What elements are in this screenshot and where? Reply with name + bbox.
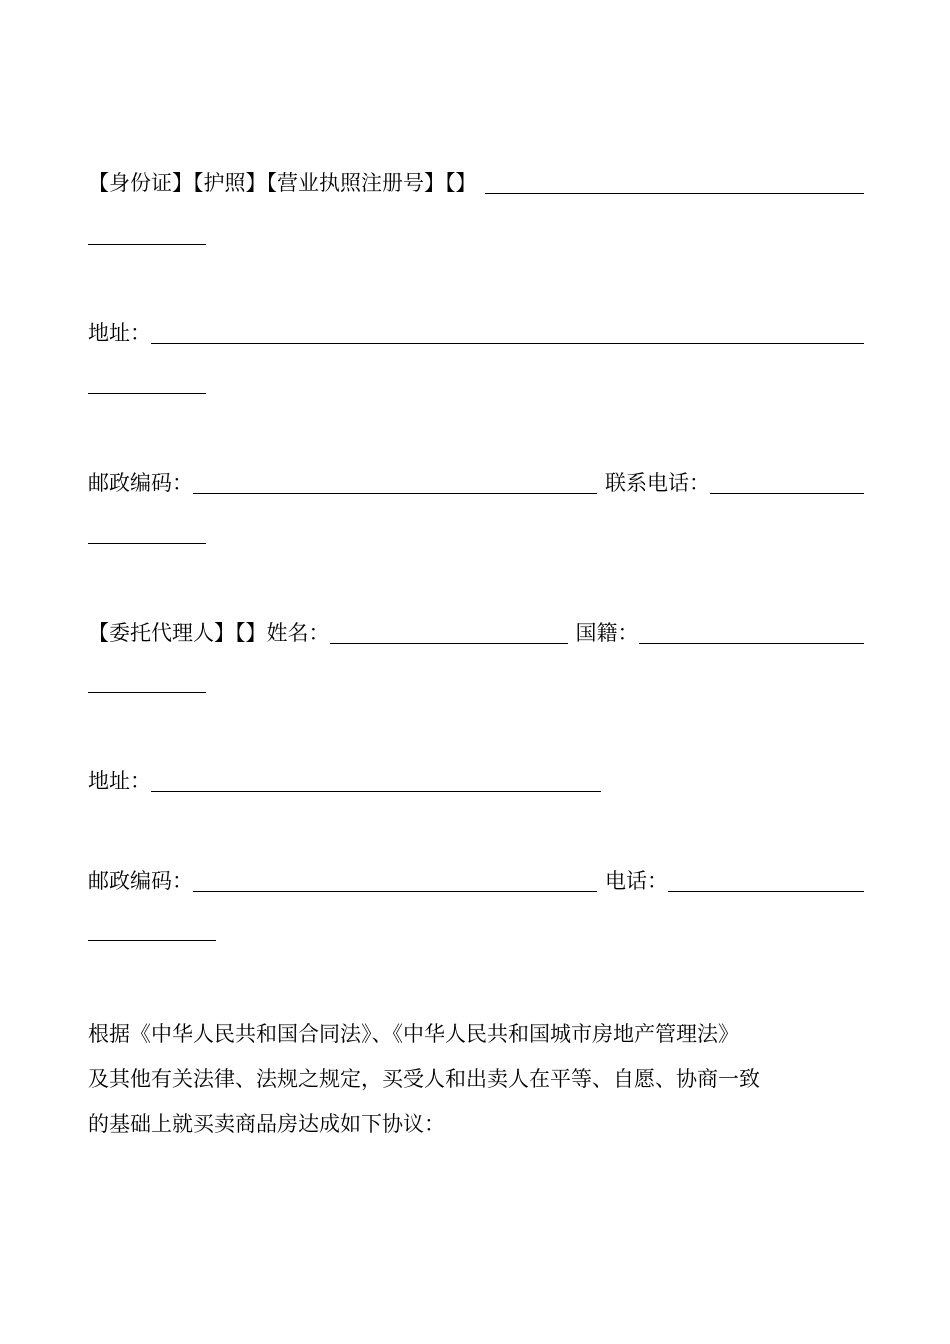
- postal-phone-row: [88, 464, 864, 498]
- agreement-line: 的基础上就买卖商品房达成如下协议：: [88, 1112, 445, 1136]
- address-label: 地址：: [88, 321, 151, 345]
- agent-address-field[interactable]: [151, 767, 601, 792]
- address-field-continuation[interactable]: [88, 393, 206, 394]
- agent-row: [88, 614, 864, 648]
- contact-phone-label: 联系电话：: [605, 471, 710, 495]
- agent-phone-field-continuation[interactable]: [88, 940, 216, 941]
- agent-postal-phone-row: [88, 862, 864, 896]
- address-field[interactable]: [151, 319, 864, 344]
- agreement-paragraph: [88, 1012, 868, 1147]
- nationality-field[interactable]: [639, 619, 865, 644]
- id-number-field-continuation[interactable]: [88, 244, 206, 245]
- nationality-field-continuation[interactable]: [88, 692, 206, 693]
- agent-postal-code-label: 邮政编码：: [88, 869, 193, 893]
- postal-code-label: 邮政编码：: [88, 471, 193, 495]
- postal-code-field[interactable]: [193, 469, 597, 494]
- agent-name-field[interactable]: [330, 619, 568, 644]
- agent-address-row: [88, 762, 864, 796]
- id-document-row: [88, 164, 864, 198]
- contact-phone-field-continuation[interactable]: [88, 543, 206, 544]
- agent-phone-label: 电话：: [605, 869, 668, 893]
- nationality-label: 国籍：: [575, 621, 639, 645]
- address-row: [88, 314, 864, 348]
- agreement-line: 根据《中华人民共和国合同法》、《中华人民共和国城市房地产管理法》: [88, 1022, 739, 1046]
- agent-address-label: 地址：: [88, 769, 151, 793]
- agreement-line: 及其他有关法律、法规之规定，买受人和出卖人在平等、自愿、协商一致: [88, 1067, 760, 1091]
- contact-phone-field[interactable]: [710, 469, 864, 494]
- id-number-field[interactable]: [485, 169, 865, 194]
- agent-phone-field[interactable]: [668, 867, 864, 892]
- agent-postal-code-field[interactable]: [193, 867, 597, 892]
- agent-name-label: 【委托代理人】【】姓名：: [88, 621, 330, 645]
- id-document-label: 【身份证】【护照】【营业执照注册号】【】: [88, 171, 477, 195]
